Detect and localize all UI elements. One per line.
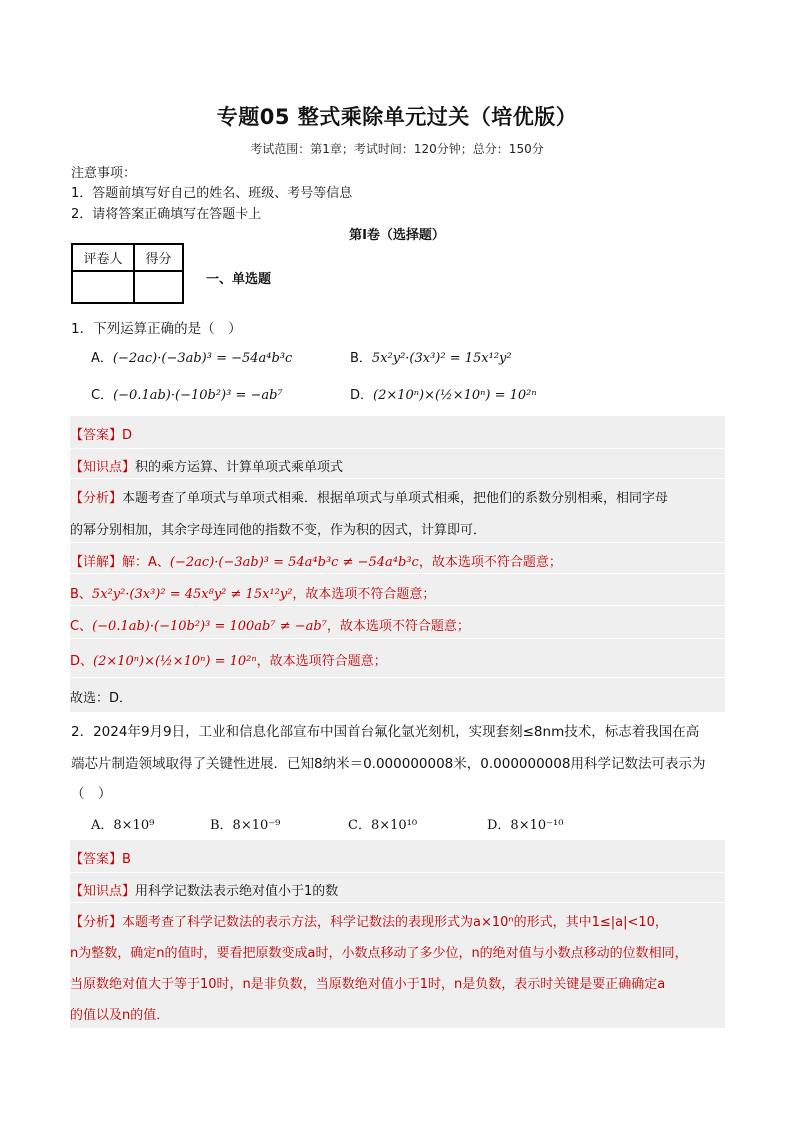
answer-value: B (122, 852, 131, 867)
grader-header: 评卷人 (72, 244, 134, 271)
knowledge-label: 【知识点】 (70, 460, 136, 475)
q2-stem-line-1: 2．2024年9月9日，工业和信息化部宣布中国首台氟化氩光刻机，实现套刻≤8nm技术，标志着我国在高 (71, 724, 700, 740)
q2-analysis-line-4: 的值以及n的值． (70, 1008, 170, 1023)
detail-b-math: 5x²y²·(3x³)² = 45x⁸y² ≠ 15x¹²y² (91, 587, 293, 602)
q1-option-a-math: (−2ac)·(−3ab)³ = −54a⁴b³c (112, 351, 293, 366)
q2-knowledge (70, 880, 338, 899)
q1-detail-d (70, 650, 387, 669)
q1-option-a (91, 347, 292, 366)
note-1: 1．答题前填写好自己的姓名、班级、考号等信息 (71, 186, 353, 201)
detail-c-tail: ，故本选项不符合题意； (326, 619, 470, 634)
detail-c-prefix: C、 (70, 619, 93, 634)
detail-d-tail: ，故本选项符合题意； (256, 654, 387, 669)
q1-analysis-line-1 (70, 487, 668, 506)
answer-label: 【答案】 (70, 852, 123, 867)
analysis-label: 【分析】 (70, 491, 123, 506)
q1-option-c (91, 384, 283, 403)
q1-detail-c (70, 615, 470, 634)
detail-intro: 解：A、 (122, 555, 170, 570)
analysis-label: 【分析】 (70, 915, 123, 930)
q1-option-c-label: C． (91, 388, 114, 403)
section-title: 一、单选题 (206, 272, 272, 287)
analysis-text: 本题考查了科学记数法的表示方法，科学记数法的表现形式为a×10ⁿ的形式，其中1≤|a|<10， (122, 915, 668, 930)
q1-answer (70, 424, 132, 443)
note-2: 2．请将答案正确填写在答题卡上 (71, 207, 262, 222)
q2-stem-line-2: 端芯片制造领域取得了关键性进展．已知8纳米＝0.000000008米，0.000000008用科学记数法可表示为 (71, 756, 706, 772)
q2-option-b: B．8×10⁻⁹ (210, 818, 281, 833)
knowledge-text: 积的乘方运算、计算单项式乘单项式 (135, 460, 344, 475)
q1-detail-a (70, 551, 562, 570)
grader-table (71, 243, 184, 304)
page-title: 专题05 整式乘除单元过关（培优版） (216, 105, 578, 129)
q1-option-b (350, 347, 512, 366)
q2-option-d: D．8×10⁻¹⁰ (487, 818, 564, 833)
q1-option-d-math: (2×10ⁿ)×(½×10ⁿ) = 10²ⁿ (373, 388, 537, 403)
notes-heading: 注意事项： (71, 166, 137, 181)
grader-cell[interactable] (72, 271, 134, 303)
detail-label: 【详解】 (70, 555, 123, 570)
detail-b-tail: ，故本选项不符合题意； (292, 587, 436, 602)
score-header: 得分 (134, 244, 183, 271)
knowledge-text: 用科学记数法表示绝对值小于1的数 (135, 884, 339, 899)
q2-analysis-line-2: n为整数，确定n的值时，要看把原数变成a时，小数点移动了多少位，n的绝对值与小数点移动的位数相同， (70, 946, 688, 961)
q1-stem: 1．下列运算正确的是（ ） (71, 321, 242, 337)
q1-option-d-label: D． (350, 388, 374, 403)
q1-option-b-label: B． (350, 351, 372, 366)
q2-analysis-line-3: 当原数绝对值大于等于10时，n是非负数，当原数绝对值小于1时，n是负数，表示时关键是要正确确定a (70, 977, 666, 992)
q2-stem-line-3: （ ） (71, 786, 112, 802)
knowledge-label: 【知识点】 (70, 884, 136, 899)
detail-a-math: (−2ac)·(−3ab)³ = 54a⁴b³c ≠ −54a⁴b³c (169, 555, 419, 570)
q1-option-d (350, 384, 537, 403)
q1-detail-b (70, 583, 435, 602)
q1-option-c-math: (−0.1ab)·(−10b²)³ = −ab⁷ (113, 388, 283, 403)
q1-conclusion: 故选：D． (70, 691, 133, 706)
q2-answer (70, 848, 131, 867)
q2-solution-block (70, 840, 725, 1028)
q2-option-c: C．8×10¹⁰ (348, 818, 418, 833)
q1-analysis-line-2: 的幂分别相加，其余字母连同他的指数不变，作为积的因式，计算即可． (70, 523, 487, 538)
detail-d-math: (2×10ⁿ)×(½×10ⁿ) = 10²ⁿ (93, 654, 257, 669)
volume-title: 第I卷（选择题） (349, 228, 445, 243)
detail-b-prefix: B、 (70, 587, 92, 602)
q2-analysis-line-1 (70, 911, 668, 930)
detail-c-math: (−0.1ab)·(−10b²)³ = 100ab⁷ ≠ −ab⁷ (92, 619, 327, 634)
detail-a-tail: ，故本选项不符合题意； (418, 555, 562, 570)
answer-value: D (122, 428, 133, 443)
q2-option-a: A．8×10⁹ (91, 818, 155, 833)
exam-info: 考试范围：第1章；考试时间：120分钟；总分：150分 (250, 142, 544, 156)
analysis-text: 本题考查了单项式与单项式相乘．根据单项式与单项式相乘，把他们的系数分别相乘，相同字母 (122, 491, 669, 506)
q1-solution-block (70, 416, 725, 712)
score-cell[interactable] (134, 271, 183, 303)
q1-knowledge (70, 456, 343, 475)
detail-d-prefix: D、 (70, 654, 94, 669)
q1-option-a-label: A． (91, 351, 113, 366)
answer-label: 【答案】 (70, 428, 123, 443)
q1-option-b-math: 5x²y²·(3x³)² = 15x¹²y² (371, 351, 512, 366)
